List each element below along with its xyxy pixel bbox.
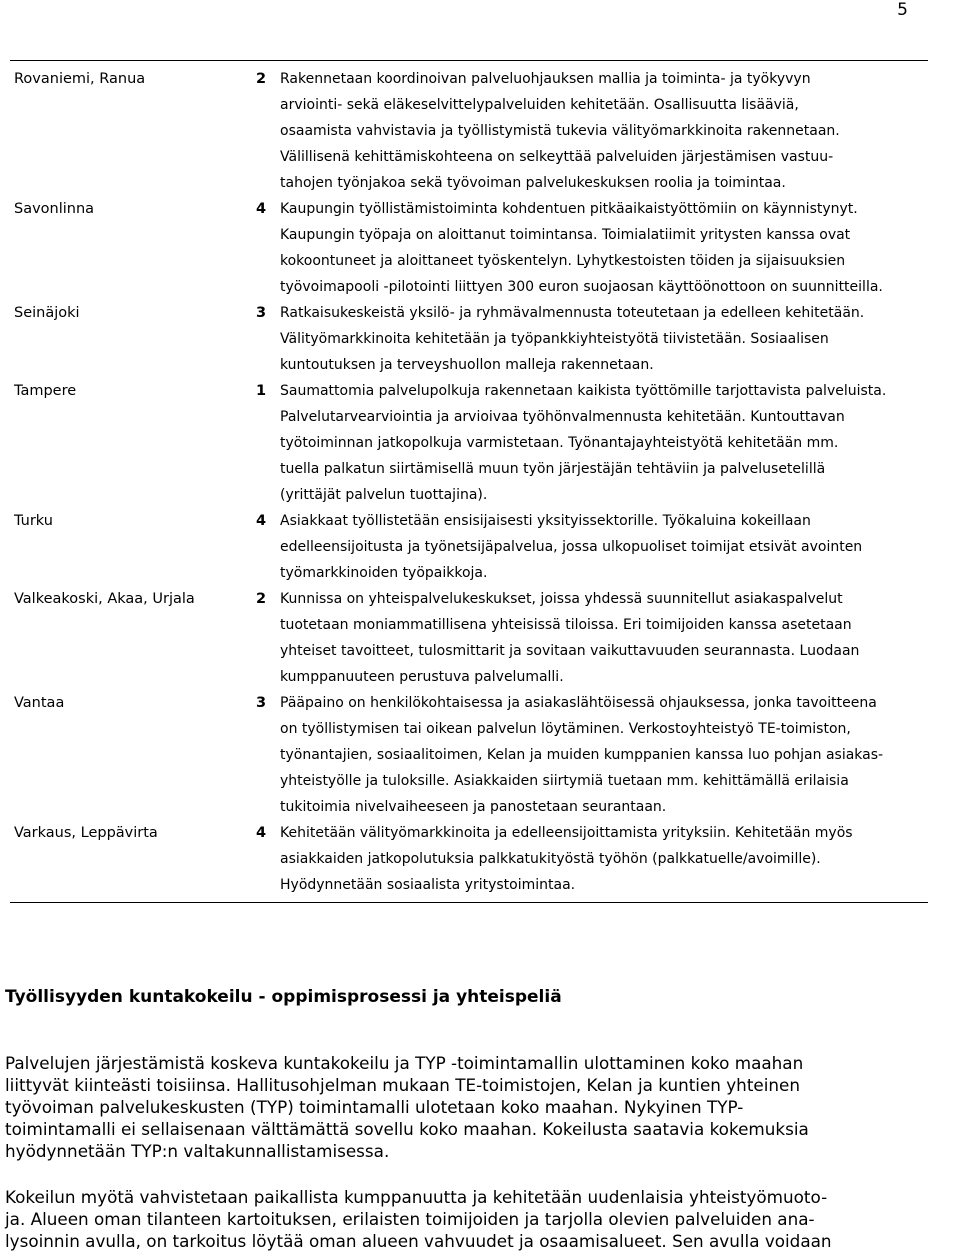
description-cell [280, 820, 920, 898]
municipality-cell: Valkeakoski, Akaa, Urjala [14, 591, 195, 607]
description-line: kokoontuneet ja aloittaneet työskentelyn. Lyhytkestoisten töiden ja sijaisuuksien [280, 253, 846, 269]
description-line: Pääpaino on henkilökohtaisessa ja asiakaslähtöisessä ohjauksessa, jonka tavoitteena [280, 695, 877, 711]
description-cell [280, 586, 920, 690]
score-cell: 2 [256, 591, 267, 607]
description-line: Kaupungin työllistämistoiminta kohdentuen pitkäaikaistyöttömiin on käynnistynyt. [280, 201, 858, 217]
description-line: arviointi- sekä eläkeselvittelypalveluiden kehitetään. Osallisuutta lisääviä, [280, 97, 799, 113]
description-line: Kaupungin työpaja on aloittanut toimintansa. Toimialatiimit yritysten kanssa ovat [280, 227, 851, 243]
table-top-rule [10, 60, 928, 61]
municipality-cell: Turku [14, 513, 53, 529]
description-line: Kunnissa on yhteispalvelukeskukset, joissa yhdessä suunnitellut asiakaspalvelut [280, 591, 843, 607]
description-line: yhteiset tavoitteet, tulosmittarit ja sovitaan vaikuttavuuden seurannasta. Luodaan [280, 643, 860, 659]
score-cell: 2 [256, 71, 267, 87]
description-line: Kehitetään välityömarkkinoita ja edelleensijoittamista yrityksiin. Kehitetään myös [280, 825, 853, 841]
description-line: tahojen työnjakoa sekä työvoiman palvelukeskuksen roolia ja toimintaa. [280, 175, 786, 191]
page-number: 5 [897, 0, 908, 20]
score-cell: 4 [256, 825, 267, 841]
municipality-cell: Savonlinna [14, 201, 95, 217]
description-cell [280, 300, 920, 378]
description-cell [280, 196, 920, 300]
description-cell [280, 66, 920, 196]
description-line: työmarkkinoiden työpaikkoja. [280, 565, 488, 581]
description-line: Välillisenä kehittämiskohteena on selkeyttää palveluiden järjestämisen vastuu- [280, 149, 834, 165]
score-cell: 3 [256, 695, 267, 711]
description-line: työtoiminnan jatkopolkuja varmistetaan. Työnantajayhteistyötä kehitetään mm. [280, 435, 839, 451]
paragraph-line: ja. Alueen oman tilanteen kartoituksen, erilaisten toimijoiden ja tarjolla olevien palveluiden ana- [5, 1209, 815, 1229]
table-bottom-rule [10, 902, 928, 903]
description-line: Hyödynnetään sosiaalista yritystoimintaa. [280, 877, 576, 893]
paragraph [5, 1186, 925, 1252]
description-line: (yrittäjät palvelun tuottajina). [280, 487, 488, 503]
description-cell [280, 690, 920, 820]
description-cell [280, 508, 920, 586]
description-line: Rakennetaan koordinoivan palveluohjauksen mallia ja toiminta- ja työkyvyn [280, 71, 811, 87]
score-cell: 4 [256, 201, 267, 217]
score-cell: 3 [256, 305, 267, 321]
paragraph-line: Kokeilun myötä vahvistetaan paikallista kumppanuutta ja kehitetään uudenlaisia yhteistyömuoto- [5, 1187, 828, 1207]
description-cell [280, 378, 920, 508]
description-line: Ratkaisukeskeistä yksilö- ja ryhmävalmennusta toteutetaan ja edelleen kehitetään. [280, 305, 865, 321]
paragraph-line: Palvelujen järjestämistä koskeva kuntakokeilu ja TYP -toimintamallin ulottaminen koko maahan [5, 1053, 804, 1073]
municipality-cell: Rovaniemi, Ranua [14, 71, 146, 87]
municipality-cell: Varkaus, Leppävirta [14, 825, 158, 841]
description-line: on työllistymisen tai oikean palvelun löytäminen. Verkostoyhteistyö TE-toimiston, [280, 721, 851, 737]
section-heading: Työllisyyden kuntakokeilu - oppimisprosessi ja yhteispeliä [5, 987, 562, 1007]
description-line: Välityömarkkinoita kehitetään ja työpankkiyhteistyötä tiivistetään. Sosiaalisen [280, 331, 829, 347]
description-line: Palvelutarvearviointia ja arvioivaa työhönvalmennusta kehitetään. Kuntouttavan [280, 409, 845, 425]
municipality-cell: Tampere [14, 383, 77, 399]
description-line: edelleensijoitusta ja työnetsijäpalvelua, jossa ulkopuoliset toimijat etsivät avointen [280, 539, 863, 555]
description-line: työvoimapooli -pilotointi liittyen 300 euron suojaosan käyttöönottoon on suunnitteilla. [280, 279, 883, 295]
score-cell: 4 [256, 513, 267, 529]
paragraph-line: liittyvät kiinteästi toisiinsa. Hallitusohjelman mukaan TE-toimistojen, Kelan ja kuntien yhteinen [5, 1075, 800, 1095]
description-line: yhteistyölle ja tuloksille. Asiakkaiden siirtymiä tuetaan mm. kehittämällä erilaisia [280, 773, 849, 789]
description-line: tuella palkatun siirtämisellä muun työn järjestäjän tehtäviin ja palvelusetelillä [280, 461, 826, 477]
description-line: kuntoutuksen ja terveyshuollon malleja rakennetaan. [280, 357, 654, 373]
municipality-cell: Vantaa [14, 695, 65, 711]
paragraph-line: lysoinnin avulla, on tarkoitus löytää oman alueen vahvuudet ja osaamisalueet. Sen avulla voidaan [5, 1231, 832, 1251]
description-line: tukitoimia nivelvaiheeseen ja panostetaan seurantaan. [280, 799, 667, 815]
description-line: tuotetaan moniammatillisena yhteisissä tiloissa. Eri toimijoiden kanssa asetetaan [280, 617, 852, 633]
description-line: kumppanuuteen perustuva palvelumalli. [280, 669, 564, 685]
description-line: osaamista vahvistavia ja työllistymistä tukevia välityömarkkinoita rakennetaan. [280, 123, 840, 139]
description-line: Asiakkaat työllistetään ensisijaisesti yksityissektorille. Työkaluina kokeillaan [280, 513, 811, 529]
paragraph-line: hyödynnetään TYP:n valtakunnallistamisessa. [5, 1141, 390, 1161]
municipality-cell: Seinäjoki [14, 305, 80, 321]
paragraph [5, 1052, 925, 1162]
paragraph-line: toimintamalli ei sellaisenaan välttämättä sovellu koko maahan. Kokeilusta saatavia kokemuksia [5, 1119, 809, 1139]
description-line: asiakkaiden jatkopolutuksia palkkatukityöstä työhön (palkkatuelle/avoimille). [280, 851, 821, 867]
paragraph-line: työvoiman palvelukeskusten (TYP) toimintamalli ulotetaan koko maahan. Nykyinen TYP- [5, 1097, 744, 1117]
description-line: työnantajien, sosiaalitoimen, Kelan ja muiden kumppanien kanssa luo pohjan asiakas- [280, 747, 884, 763]
score-cell: 1 [256, 383, 267, 399]
description-line: Saumattomia palvelupolkuja rakennetaan kaikista työttömille tarjottavista palveluista. [280, 383, 887, 399]
